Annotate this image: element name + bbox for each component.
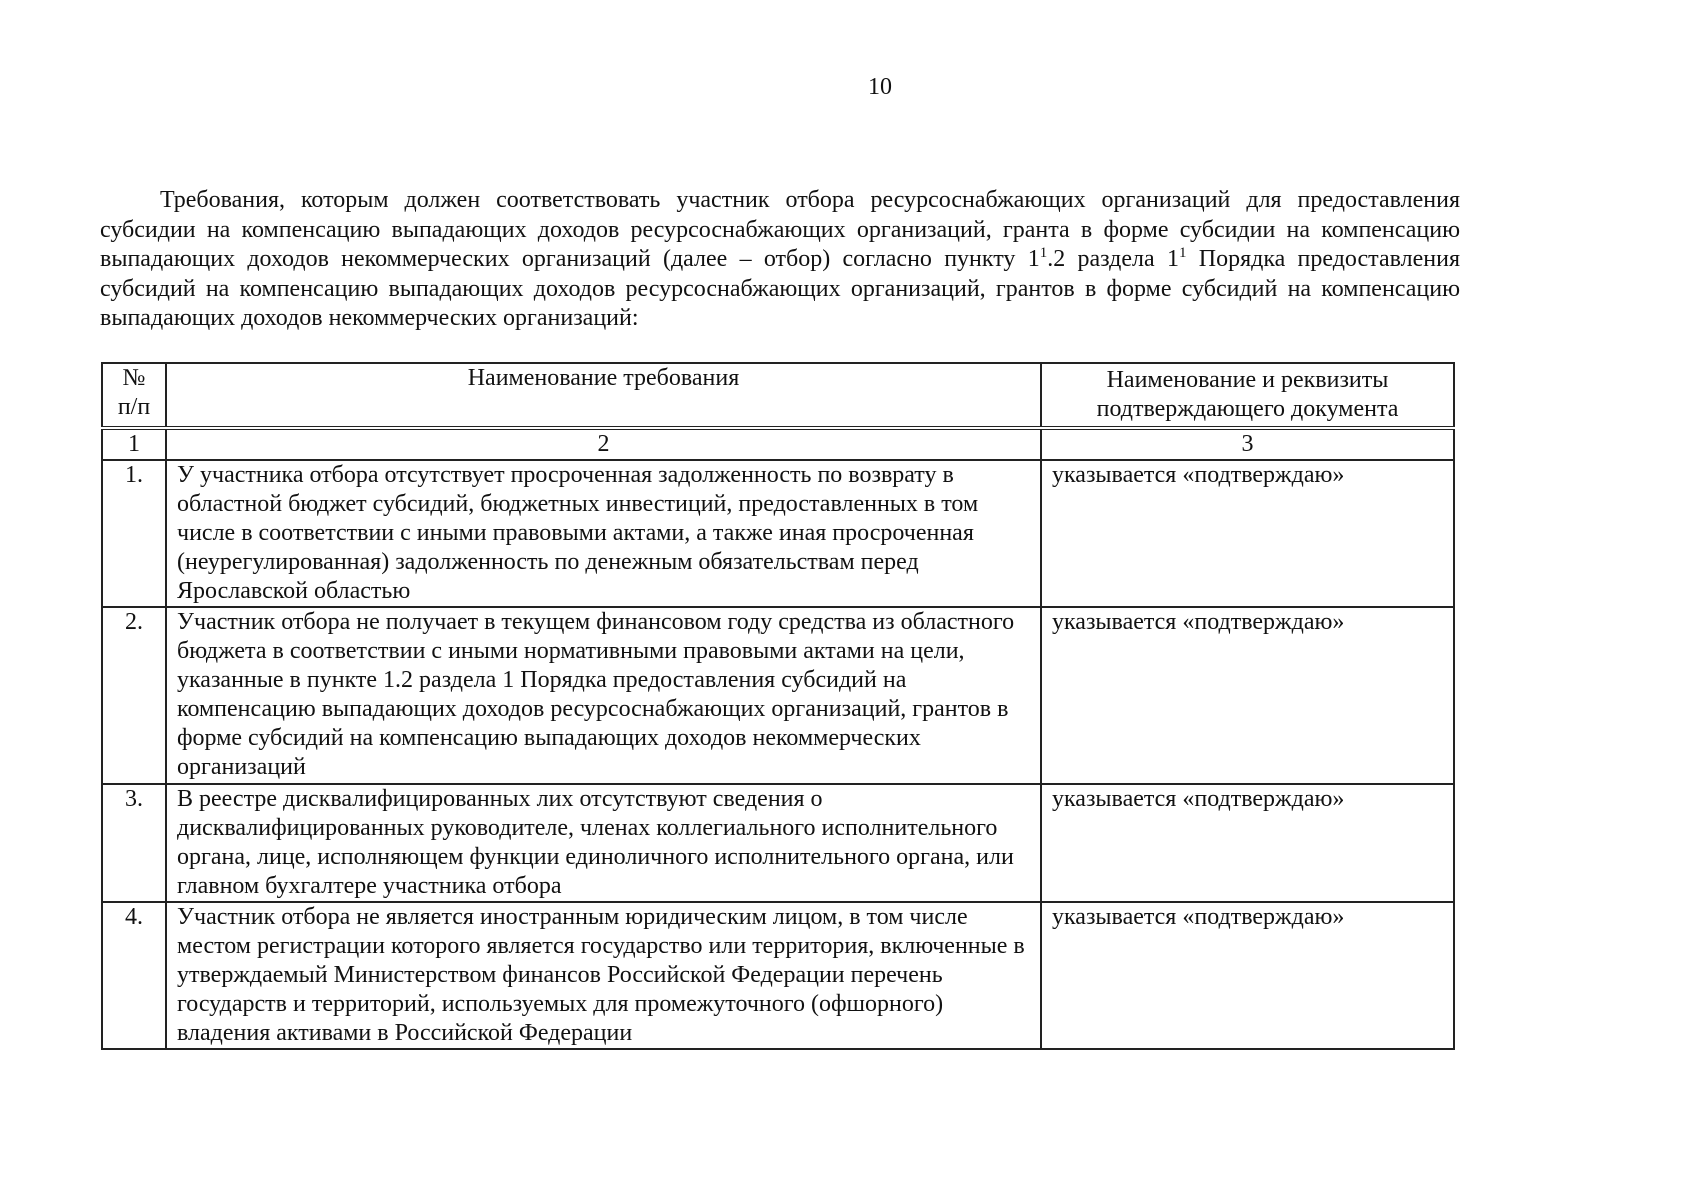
table-row <box>102 902 1454 1049</box>
column-number-1: 1 <box>102 428 166 460</box>
row-number: 4. <box>102 902 166 1049</box>
row-requirement: Участник отбора не является иностранным юридическим лицом, в том числе местом регистрации которого является государство или территория, включенные в утверждаемый Министерством финансов Российской Федерации перечень государств и территорий, используемых для промежуточного (офшорного) владения активами в Российской Федерации <box>166 902 1041 1049</box>
header-requirement-name: Наименование требования <box>166 363 1041 428</box>
row-document: указывается «подтверждаю» <box>1041 784 1454 902</box>
table-row <box>102 460 1454 607</box>
intro-superscript-1: 1 <box>1039 245 1048 261</box>
table-header-row <box>102 363 1454 428</box>
table-row <box>102 607 1454 784</box>
header-document: Наименование и реквизиты подтверждающего документа <box>1041 363 1454 428</box>
intro-paragraph <box>100 186 1460 334</box>
row-document: указывается «подтверждаю» <box>1041 902 1454 1049</box>
column-number-2: 2 <box>166 428 1041 460</box>
requirements-table <box>101 362 1455 1050</box>
row-requirement: У участника отбора отсутствует просроченная задолженность по возврату в областной бюджет субсидий, бюджетных инвестиций, предоставленных в том числе в соответствии с иными правовыми актами, а также иная просроченная (неурегулированная) задолженность по денежным обязательствам перед Ярославской областью <box>166 460 1041 607</box>
column-number-row <box>102 428 1454 460</box>
row-number: 3. <box>102 784 166 902</box>
row-number: 1. <box>102 460 166 607</box>
intro-text-part3: Порядка предоставления субсидий на компенсацию выпадающих доходов ресурсоснабжающих организаций, грантов в форме субсидий на компенсацию выпадающих доходов некоммерческих организаций: <box>100 246 1460 331</box>
intro-text-part2: .2 раздела 1 <box>1047 246 1179 272</box>
row-requirement: В реестре дисквалифицированных лих отсутствуют сведения о дисквалифицированных руководителе, членах коллегиального исполнительного органа, лице, исполняющем функции единоличного исполнительного органа, или главном бухгалтере участника отбора <box>166 784 1041 902</box>
column-number-3: 3 <box>1041 428 1454 460</box>
row-requirement: Участник отбора не получает в текущем финансовом году средства из областного бюджета в соответствии с иными нормативными правовыми актами на цели, указанные в пункте 1.2 раздела 1 Порядка предоставления субсидий на компенсацию выпадающих доходов ресурсоснабжающих организаций, грантов в форме субсидий на компенсацию выпадающих доходов некоммерческих организаций <box>166 607 1041 784</box>
row-number: 2. <box>102 607 166 784</box>
intro-superscript-2: 1 <box>1178 245 1187 261</box>
row-document: указывается «подтверждаю» <box>1041 460 1454 607</box>
table-row <box>102 784 1454 902</box>
row-document: указывается «подтверждаю» <box>1041 607 1454 784</box>
page-number: 10 <box>868 74 892 100</box>
header-number: № п/п <box>102 363 166 428</box>
intro-text-part1: Требования, которым должен соответствовать участник отбора ресурсоснабжающих организаций для предоставления субсидии на компенсацию выпадающих доходов ресурсоснабжающих организаций, гранта в форме субсидии на компенсацию выпадающих доходов некоммерческих организаций (далее – отбор) согласно пункту 1 <box>100 187 1460 272</box>
